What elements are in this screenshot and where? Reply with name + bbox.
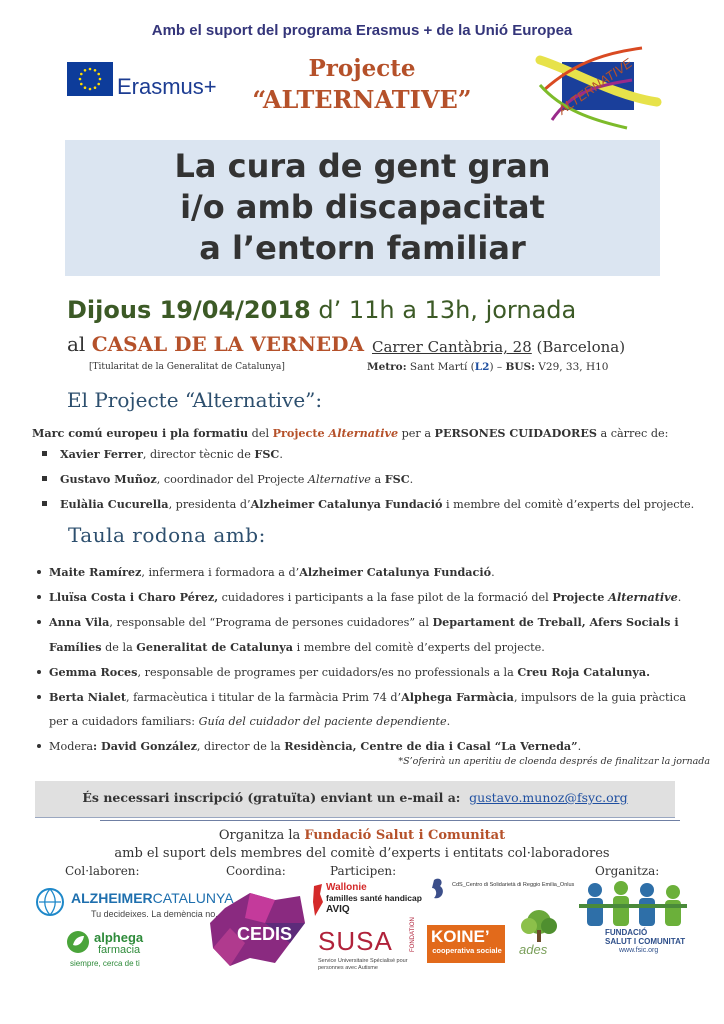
speaker-role: , responsable del “Programa de persones cuidadores” al (109, 616, 433, 629)
cedis-logo (205, 888, 310, 968)
susa-word: SUSA (318, 926, 393, 956)
project-speaker-list (42, 442, 712, 517)
list-item (42, 467, 712, 492)
list-item (37, 560, 717, 585)
title-line-2: i/o amb discapacitat (180, 188, 545, 226)
cedis-map-graphic (205, 888, 310, 968)
speaker-org: Famílies (49, 640, 102, 654)
speaker-end: . (279, 448, 283, 461)
intro-c: Projecte (272, 426, 329, 440)
cds-text: CdS_Centro di Solidarietà di Reggio Emilia_Onlus (452, 882, 575, 888)
project-label: Projecte (308, 55, 416, 82)
bullet-icon (42, 451, 47, 456)
koine-word: KOINE’ (431, 927, 490, 946)
intro-b: del (248, 427, 273, 440)
speaker-end: . (491, 566, 495, 579)
fsc-word-1: FUNDACIÓ (605, 928, 648, 937)
alphega-leaf-icon (66, 930, 90, 954)
speaker-name: Berta Nialet (49, 690, 127, 704)
speaker-end: i membre del comitè d’experts del projecte. (293, 641, 545, 654)
divider (100, 820, 680, 821)
venue-note: [Titularitat de la Generalitat de Catalunya] (89, 362, 285, 372)
farmacia-word: farmacia (98, 944, 141, 956)
title-line-1: La cura de gent gran (174, 147, 551, 185)
signup-text: És necessari inscripció (gratuïta) enviant un e-mail a: (82, 790, 461, 805)
speaker-role-2: a (370, 473, 385, 486)
round-table-heading: Taula rodona amb: (68, 523, 266, 547)
coordinator-heading: Coordina: (226, 864, 286, 878)
eu-stars-icon (67, 62, 113, 96)
alphega-farmacia-logo (66, 928, 186, 972)
speaker-role: , responsable de programes per cuidadors/es no professionals a la (137, 666, 518, 679)
venue-prefix: al (67, 332, 92, 356)
speaker-name: Lluïsa Costa i Charo Pérez, (49, 590, 219, 604)
speaker-org: FSC (254, 447, 280, 461)
susa-tagline: Service Universitaire Spécialisé pour personnes avec Autisme (318, 958, 408, 971)
speaker-org: Projecte (552, 590, 609, 604)
collaborators-heading: Col·laboren: (65, 864, 140, 878)
speaker-end: . (446, 715, 451, 728)
project-heading: El Projecte “Alternative”: (67, 388, 323, 412)
svg-text:ades: ades (519, 942, 548, 957)
speaker-org-2: Generalitat de Catalunya (136, 640, 294, 654)
speaker-italic: Alternative (307, 473, 371, 486)
list-item (37, 610, 717, 635)
alternative-logo-text: ALTERNATIVE (555, 55, 635, 118)
speaker-role: cuidadores i participants a la fase pilot de la formació del (218, 591, 553, 604)
list-item (42, 492, 712, 517)
cedis-text: CEDIS (237, 924, 293, 944)
list-item (42, 442, 712, 467)
speaker-end: . (677, 591, 682, 604)
list-item (37, 585, 717, 610)
speaker-org: Alzheimer Catalunya Fundació (250, 497, 443, 511)
list-item-continuation (37, 710, 717, 734)
intro-f: PERSONES CUIDADORES (434, 426, 597, 440)
speaker-end: , impulsors de la guia pràctica (513, 691, 687, 704)
speaker-org: Alzheimer Catalunya Fundació (299, 565, 492, 579)
support-line: Amb el suport del programa Erasmus + de la Unió Europea (151, 22, 573, 39)
bullet-icon (37, 570, 41, 574)
speaker-name: Gemma Roces (49, 665, 138, 679)
bus-label: BUS: (505, 361, 535, 373)
title-line-3: a l’entorn familiar (199, 229, 526, 267)
signup-line (35, 790, 675, 805)
wallonie-word: Wallonie (326, 882, 367, 893)
intro-d: Alternative (328, 426, 399, 440)
organiser-prefix: Organitza la (218, 828, 305, 843)
speaker-role: de la (101, 641, 137, 654)
speaker-role: , director de la (196, 740, 285, 753)
round-table-list (37, 560, 717, 759)
alternative-logo-graphic (532, 40, 662, 135)
alternative-logo (532, 40, 662, 135)
event-date-line (67, 296, 576, 324)
koine-logo (427, 925, 505, 963)
speaker-end: . (577, 740, 582, 753)
speaker-name: Anna Vila (49, 615, 110, 629)
signup-email-link[interactable]: gustavo.munoz@fsyc.org (469, 790, 628, 805)
event-time: d’ 11h a 13h, jornada (310, 296, 577, 324)
speaker-role: , director tècnic de (142, 448, 255, 461)
catalunya-word: CATALUNYA (152, 890, 234, 906)
speaker-role: , farmacèutica i titular de la farmàcia Prim 74 d’ (126, 691, 402, 704)
wallonie-subtitle: familles santé handicap (326, 893, 422, 903)
speaker-name: Xavier Ferrer (60, 447, 143, 461)
speaker-name: Eulàlia Cucurella (60, 497, 169, 511)
cds-logo (430, 876, 580, 906)
metro-close: ) – (489, 361, 506, 373)
project-name: “ALTERNATIVE” (252, 85, 472, 114)
wallonie-rooster-icon (312, 882, 324, 918)
alzheimer-catalunya-logo (35, 885, 234, 925)
wallonie-aviq-logo (312, 880, 427, 920)
bullet-icon (42, 501, 47, 506)
tree-logo (513, 908, 565, 958)
alphega-tagline: siempre, cerca de ti (70, 959, 140, 968)
koine-subtitle: cooperativa sociale (432, 946, 502, 955)
tree-icon (513, 908, 565, 958)
speaker-name: Gustavo Muñoz (60, 472, 157, 486)
erasmus-logo-text: Erasmus+ (117, 74, 217, 99)
list-item-continuation (37, 635, 717, 660)
moderator-prefix: Modera (49, 740, 93, 753)
speaker-org: Creu Roja Catalunya. (517, 665, 650, 679)
bullet-icon (37, 744, 41, 748)
susa-logo (318, 917, 428, 974)
intro-a: Marc comú europeu i pla formatiu (32, 426, 249, 440)
support-members-line: amb el suport dels membres del comitè d’experts i entitats col·laboradores (114, 846, 610, 861)
intro-g: a càrrec de: (596, 427, 669, 440)
alphega-word: alphega (94, 930, 144, 945)
participants-heading: Participen: (330, 864, 397, 878)
event-date: Dijous 19/04/2018 (67, 296, 311, 324)
fsc-url[interactable]: www.fsic.org (619, 947, 659, 954)
fsc-people-icon (575, 880, 690, 930)
transport-line (367, 361, 608, 373)
speaker-org: Alphega Farmàcia (401, 690, 514, 704)
bus-lines: V29, 33, H10 (534, 361, 609, 373)
venue-line (67, 332, 364, 356)
address-street[interactable]: Carrer Cantàbria, 28 (372, 338, 532, 356)
organiser-name: Fundació Salut i Comunitat (304, 828, 506, 843)
metro-station: Sant Martí ( (406, 361, 475, 373)
organiser-line (0, 828, 724, 843)
aviq-word: AVIQ (326, 904, 350, 915)
speaker-end: i membre del comitè d’experts del projecte. (442, 498, 695, 511)
bullet-icon (37, 670, 41, 674)
venue-name: CASAL DE LA VERNEDA (91, 332, 364, 356)
speaker-name: Maite Ramírez (49, 565, 142, 579)
cds-figure-icon (430, 876, 448, 902)
speaker-name: : David González (93, 739, 197, 753)
speaker-role: , presidenta d’ (168, 498, 251, 511)
bullet-icon (42, 476, 47, 481)
aperitif-note: *S’oferirà un aperitiu de cloenda després de finalitzar la jornada (398, 756, 710, 767)
speaker-org: FSC (384, 472, 410, 486)
alzheimer-word: ALZHEIMER (71, 890, 153, 906)
speaker-role: , infermera i formadora a d’ (141, 566, 300, 579)
address-city: (Barcelona) (531, 338, 626, 356)
speaker-org: Residència, Centre de dia i Casal “La Verneda” (284, 739, 578, 753)
metro-label: Metro: (367, 361, 407, 373)
fsc-word-2: SALUT I COMUNITAT (605, 937, 686, 946)
globe-icon (35, 887, 65, 917)
metro-line-badge: L2 (474, 361, 490, 373)
fundacio-salut-comunitat-logo (575, 880, 690, 960)
venue-address (372, 338, 625, 356)
speaker-role: , coordinador del Projecte (156, 473, 308, 486)
page-title (65, 146, 660, 269)
eu-flag-logo (67, 62, 113, 96)
intro-e: per a (398, 427, 435, 440)
speaker-end: . (409, 473, 414, 486)
speaker-role: per a cuidadors familiars: (49, 715, 199, 728)
list-item (37, 660, 717, 685)
guide-title: Guía del cuidador del paciente dependiente (198, 715, 447, 728)
project-intro (32, 426, 668, 440)
alzheimer-tagline: Tu decideixes. La demència no. (91, 909, 218, 919)
list-item (37, 685, 717, 710)
speaker-org-italic: Alternative (608, 590, 678, 604)
organiser-heading: Organitza: (595, 864, 660, 878)
bullet-icon (37, 595, 41, 599)
bullet-icon (37, 620, 41, 624)
bullet-icon (37, 695, 41, 699)
susa-fondation: FONDATION (410, 917, 416, 952)
speaker-org: Departament de Treball, Afers Socials i (432, 615, 679, 629)
